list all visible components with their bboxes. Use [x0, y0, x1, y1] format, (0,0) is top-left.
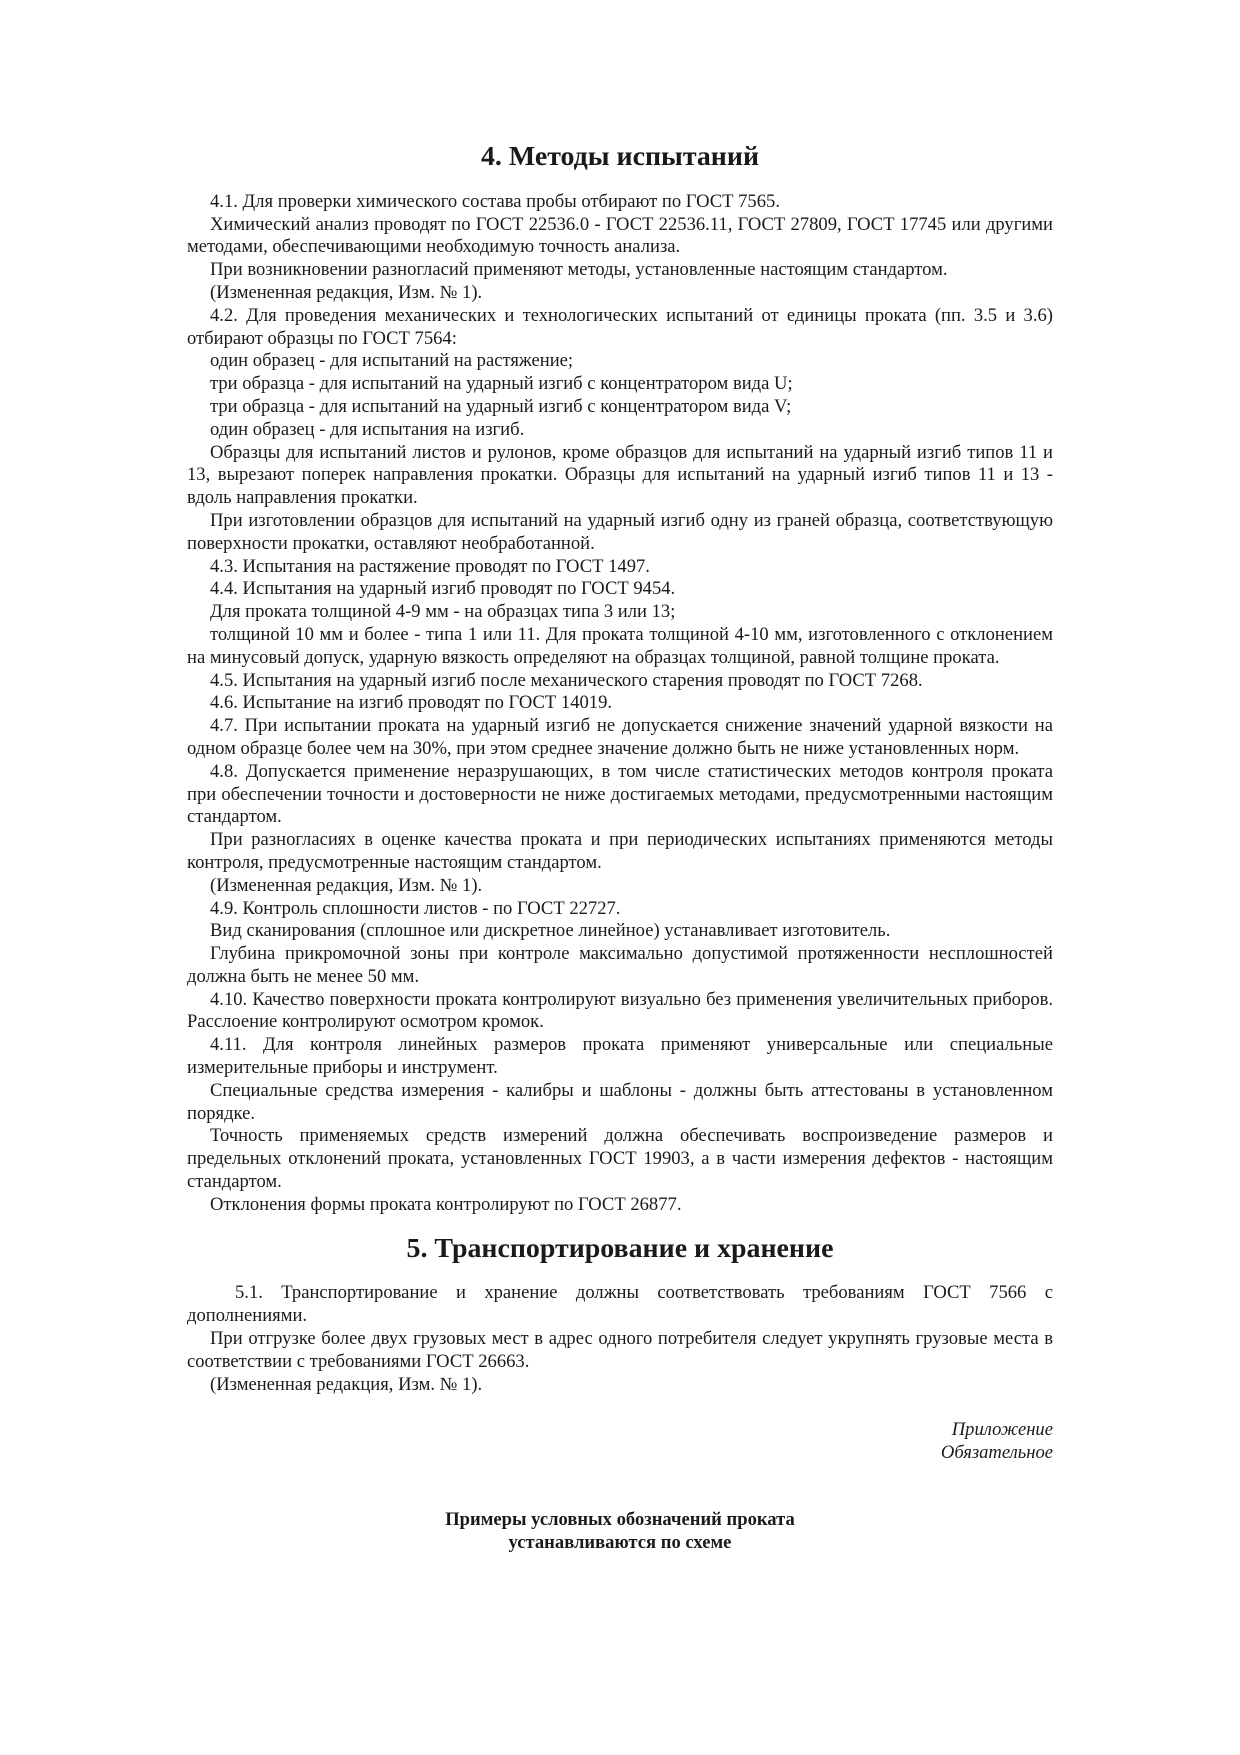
- section-5-body: [187, 1282, 1053, 1396]
- paragraph: Глубина прикромочной зоны при контроле максимально допустимой протяженности несплошностей должна быть не менее 50 мм.: [187, 943, 1053, 987]
- paragraph: 5.1. Транспортирование и хранение должны соответствовать требованиям ГОСТ 7566 с дополнениями.: [187, 1282, 1053, 1327]
- paragraph: При отгрузке более двух грузовых мест в адрес одного потребителя следует укрупнять грузовые места в соответствии с требованиями ГОСТ 26663.: [187, 1328, 1053, 1372]
- paragraph: Химический анализ проводят по ГОСТ 22536.0 - ГОСТ 22536.11, ГОСТ 27809, ГОСТ 17745 или другими методами, обеспечивающими необходимую точность анализа.: [187, 213, 1053, 258]
- section-4-title: 4. Методы испытаний: [480, 141, 760, 172]
- appendix-label: Приложение: [951, 1419, 1053, 1441]
- paragraph: Специальные средства измерения - калибры и шаблоны - должны быть аттестованы в установленном порядке.: [187, 1079, 1053, 1124]
- paragraph: толщиной 10 мм и более - типа 1 или 11. Для проката толщиной 4-10 мм, изготовленного с отклонением на минусовый допуск, ударную вязкость определяют на образцах толщиной, равной толщине проката.: [187, 623, 1053, 668]
- paragraph: 4.6. Испытание на изгиб проводят по ГОСТ 14019.: [210, 692, 613, 714]
- appendix-title-line-1: Примеры условных обозначений проката: [445, 1509, 795, 1531]
- paragraph: Образцы для испытаний листов и рулонов, кроме образцов для испытаний на ударный изгиб типов 11 и 13, вырезают поперек направления прокатки. Образцы для испытаний на ударный изгиб типов 11 и 13 - вдоль направления прокатки.: [187, 441, 1053, 509]
- paragraph: 4.8. Допускается применение неразрушающих, в том числе статистических методов контроля проката при обеспечении точности и достоверности не ниже достигаемых методами, предусмотренными настоящим стандартом.: [187, 760, 1053, 828]
- list-item: один образец - для испытаний на растяжение;: [210, 350, 574, 372]
- paragraph: При изготовлении образцов для испытаний на ударный изгиб одну из граней образца, соответствующую поверхности прокатки, оставляют необработанной.: [187, 509, 1053, 554]
- paragraph: 4.4. Испытания на ударный изгиб проводят по ГОСТ 9454.: [210, 578, 676, 600]
- appendix-title-line-2: устанавливаются по схеме: [508, 1531, 732, 1553]
- paragraph: 4.11. Для контроля линейных размеров проката применяют универсальные или специальные измерительные приборы и инструмент.: [187, 1034, 1053, 1079]
- appendix-label-block: [187, 1419, 1053, 1465]
- paragraph: Точность применяемых средств измерений должна обеспечивать воспроизведение размеров и предельных отклонений проката, установленных ГОСТ 19903, а в части измерения дефектов - настоящим стандартом.: [187, 1125, 1053, 1193]
- document-page: [187, 141, 1053, 1555]
- paragraph: (Измененная редакция, Изм. № 1).: [210, 874, 483, 896]
- paragraph: 4.2. Для проведения механических и технологических испытаний от единицы проката (пп. 3.5 и 3.6) отбирают образцы по ГОСТ 7564:: [187, 304, 1053, 349]
- list-item: один образец - для испытания на изгиб.: [210, 418, 525, 440]
- appendix-status: Обязательное: [940, 1442, 1053, 1464]
- paragraph: 4.10. Качество поверхности проката контролируют визуально без применения увеличительных приборов. Расслоение контролируют осмотром кромок.: [187, 988, 1053, 1033]
- paragraph: Вид сканирования (сплошное или дискретное линейное) устанавливает изготовитель.: [210, 920, 891, 942]
- paragraph: При возникновении разногласий применяют методы, установленные настоящим стандартом.: [210, 259, 948, 281]
- paragraph: 4.7. При испытании проката на ударный изгиб не допускается снижение значений ударной вязкости на одном образце более чем на 30%, при этом среднее значение должно быть не ниже установленных норм.: [187, 715, 1053, 759]
- paragraph: (Измененная редакция, Изм. № 1).: [210, 281, 483, 303]
- appendix-title: [187, 1509, 1053, 1555]
- paragraph: 4.1. Для проверки химического состава пробы отбирают по ГОСТ 7565.: [210, 190, 780, 212]
- section-5-title: 5. Транспортирование и хранение: [406, 1232, 834, 1264]
- paragraph: 4.5. Испытания на ударный изгиб после механического старения проводят по ГОСТ 7268.: [210, 669, 923, 691]
- paragraph: Отклонения формы проката контролируют по ГОСТ 26877.: [210, 1193, 682, 1215]
- paragraph: 4.3. Испытания на растяжение проводят по ГОСТ 1497.: [210, 555, 650, 577]
- section-4-body: [187, 191, 1053, 1217]
- list-item: три образца - для испытаний на ударный изгиб с концентратором вида V;: [210, 395, 792, 417]
- paragraph: 4.9. Контроль сплошности листов - по ГОСТ 22727.: [210, 897, 621, 919]
- paragraph: Для проката толщиной 4-9 мм - на образцах типа 3 или 13;: [210, 601, 676, 623]
- list-item: три образца - для испытаний на ударный изгиб с концентратором вида U;: [210, 373, 793, 395]
- paragraph: (Измененная редакция, Изм. № 1).: [210, 1373, 483, 1395]
- paragraph: При разногласиях в оценке качества проката и при периодических испытаниях применяются методы контроля, предусмотренные настоящим стандартом.: [187, 829, 1053, 873]
